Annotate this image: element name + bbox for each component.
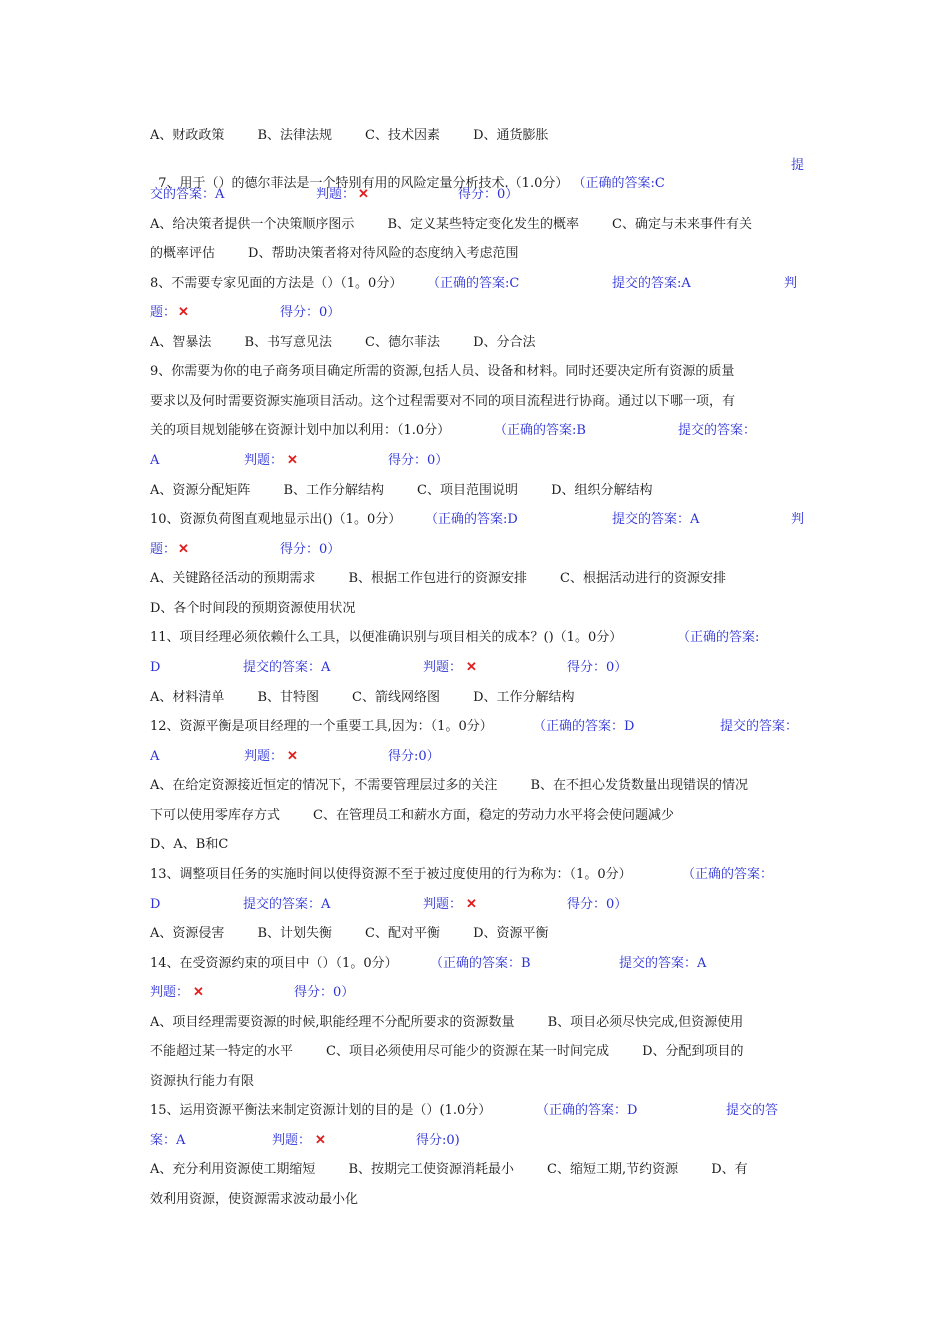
q7-submit-head (150, 157, 810, 175)
q7-submit-start: 提 (791, 158, 805, 173)
q7-submitted-answer: 交的答案：A (150, 187, 225, 202)
wrong-icon: ✕ (193, 985, 204, 1000)
q12-options-1: A、在给定资源接近恒定的情况下，不需要管理层过多的关注 B、在不担心发货数量出现错误的情况 (150, 778, 749, 793)
q15-submit-start: 提交的答 (726, 1103, 779, 1118)
q12-question-row (150, 718, 810, 736)
q8-options: A、智暴法 B、书写意见法 C、德尔菲法 D、分合法 (150, 335, 536, 350)
q10-question-text: 10、资源负荷图直观地显示出()（1。0分） (150, 512, 402, 527)
q12-options-2: 下可以使用零库存方式 C、在管理员工和薪水方面，稳定的劳动力水平将会使问题减少 (150, 808, 675, 823)
q15-options-1: A、充分利用资源使工期缩短 B、按期完工使资源消耗最小 C、缩短工期,节约资源 D、有 (150, 1162, 748, 1177)
wrong-icon: ✕ (466, 897, 477, 912)
q9-correct-answer: （正确的答案:B (494, 423, 586, 438)
wrong-icon: ✕ (178, 305, 189, 320)
q10-score: 得分：0） (280, 542, 341, 557)
q15-submitted-answer: 案：A (150, 1133, 186, 1148)
q15-result-row (150, 1132, 810, 1150)
q15-options-2: 效利用资源，使资源需求波动最小化 (150, 1192, 359, 1207)
q14-question-row (150, 955, 810, 973)
q9-judge-label: 判题： (244, 453, 284, 468)
wrong-icon: ✕ (287, 453, 298, 468)
q9-line-3: 关的项目规划能够在资源计划中加以利用：（1.0分） (150, 423, 451, 438)
q9-submit-start: 提交的答案： (678, 423, 757, 438)
q7-options-1: A、给决策者提供一个决策顺序图示 B、定义某些特定变化发生的概率 C、确定与未来事件有关 (150, 217, 753, 232)
wrong-icon: ✕ (178, 542, 189, 557)
q12-result-row (150, 748, 810, 766)
q14-judge-label: 判题： (150, 985, 190, 1000)
q14-options-2: 不能超过某一特定的水平 C、项目必须使用尽可能少的资源在某一时间完成 D、分配到项目的 (150, 1044, 744, 1059)
q7-result-row (150, 186, 810, 204)
q13-result-row (150, 896, 810, 914)
q9-line-2: 要求以及何时需要资源实施项目活动。这个过程需要对不同的项目流程进行协商。通过以下哪一项，有 (150, 394, 736, 409)
q10-options-1: A、关键路径活动的预期需求 B、根据工作包进行的资源安排 C、根据活动进行的资源安排 (150, 571, 727, 586)
q12-judge-label: 判题： (244, 749, 284, 764)
q14-correct-answer: （正确的答案：B (430, 956, 531, 971)
q10-options-2: D、各个时间段的预期资源使用状况 (150, 601, 356, 616)
q13-submitted-answer: 提交的答案：A (243, 897, 331, 912)
q11-correct-start: （正确的答案: (677, 630, 760, 645)
wrong-icon: ✕ (358, 187, 369, 202)
q14-result-row (150, 984, 810, 1002)
q8-question-row (150, 275, 810, 293)
q11-question-row (150, 629, 810, 647)
q9-score: 得分：0） (388, 453, 449, 468)
q14-question-text: 14、在受资源约束的项目中（）（1。0分） (150, 956, 398, 971)
q9-result-row (150, 452, 810, 470)
q11-question-text: 11、项目经理必须依赖什么工具，以便准确识别与项目相关的成本？()（1。0分） (150, 630, 623, 645)
q10-judge-label: 题： (150, 542, 177, 557)
q11-options: A、材料清单 B、甘特图 C、箭线网络图 D、工作分解结构 (150, 690, 575, 705)
q11-correct-answer: D (150, 660, 161, 675)
q15-judge-label: 判题： (272, 1133, 312, 1148)
wrong-icon: ✕ (287, 749, 298, 764)
q13-correct-start: （正确的答案： (682, 867, 774, 882)
q7-score: 得分：0） (458, 187, 519, 202)
q12-correct-answer: （正确的答案：D (533, 719, 635, 734)
q9-line-1: 9、你需要为你的电子商务项目确定所需的资源,包括人员、设备和材料。同时还要决定所有资源的质量 (150, 364, 735, 379)
q13-judge-label: 判题： (423, 897, 463, 912)
q10-judge-start: 判 (791, 512, 805, 527)
q11-submitted-answer: 提交的答案：A (243, 660, 331, 675)
q10-submitted-answer: 提交的答案：A (612, 512, 700, 527)
q12-submitted-answer: A (150, 749, 160, 764)
q13-options: A、资源侵害 B、计划失衡 C、配对平衡 D、资源平衡 (150, 926, 549, 941)
q7-correct-answer: （正确的答案:C (572, 176, 665, 191)
q9-submitted-answer: A (150, 453, 160, 468)
q14-options-3: 资源执行能力有限 (150, 1074, 255, 1089)
q6-options: A、财政政策 B、法律法规 C、技术因素 D、通货膨胀 (150, 128, 549, 143)
q8-submitted-answer: 提交的答案:A (612, 276, 691, 291)
q8-judge-label: 题： (150, 305, 177, 320)
q12-question-text: 12、资源平衡是项目经理的一个重要工具,因为：（1。0分） (150, 719, 493, 734)
q15-correct-answer: （正确的答案：D (536, 1103, 638, 1118)
q13-question-text: 13、调整项目任务的实施时间以使得资源不至于被过度使用的行为称为：（1。0分） (150, 867, 632, 882)
q7-options-2: 的概率评估 D、帮助决策者将对待风险的态度纳入考虑范围 (150, 246, 519, 261)
q11-judge-label: 判题： (423, 660, 463, 675)
q14-submitted-answer: 提交的答案：A (619, 956, 707, 971)
q10-correct-answer: （正确的答案:D (425, 512, 518, 527)
q14-score: 得分：0） (294, 985, 355, 1000)
q8-result-row (150, 304, 810, 322)
q15-score: 得分:0) (416, 1133, 460, 1148)
q15-question-text: 15、运用资源平衡法来制定资源计划的目的是（）(1.0分） (150, 1103, 492, 1118)
q13-question-row (150, 866, 810, 884)
q11-result-row (150, 659, 810, 677)
q9-question-row (150, 422, 810, 440)
q15-question-row (150, 1102, 810, 1120)
q14-options-1: A、项目经理需要资源的时候,职能经理不分配所要求的资源数量 B、项目必须尽快完成,但资源使用 (150, 1015, 744, 1030)
q13-correct-answer: D (150, 897, 161, 912)
q10-question-row (150, 511, 810, 529)
q12-score: 得分:0） (388, 749, 440, 764)
q9-options: A、资源分配矩阵 B、工作分解结构 C、项目范围说明 D、组织分解结构 (150, 483, 653, 498)
q13-score: 得分：0） (567, 897, 628, 912)
wrong-icon: ✕ (315, 1133, 326, 1148)
q12-options-3: D、A、B和C (150, 837, 229, 852)
q8-judge-start: 判 (784, 276, 798, 291)
q8-score: 得分：0） (280, 305, 341, 320)
wrong-icon: ✕ (466, 660, 477, 675)
q7-judge-label: 判题： (316, 187, 356, 202)
q7-question-text: 7、用于（）的德尔菲法是一个特别有用的风险定量分析技术.（1.0分） (158, 176, 573, 191)
q8-question-text: 8、不需要专家见面的方法是（）（1。0分） (150, 276, 403, 291)
q8-correct-answer: （正确的答案:C (427, 276, 520, 291)
q12-submit-start: 提交的答案： (720, 719, 799, 734)
q11-score: 得分：0） (567, 660, 628, 675)
q10-result-row (150, 541, 810, 559)
